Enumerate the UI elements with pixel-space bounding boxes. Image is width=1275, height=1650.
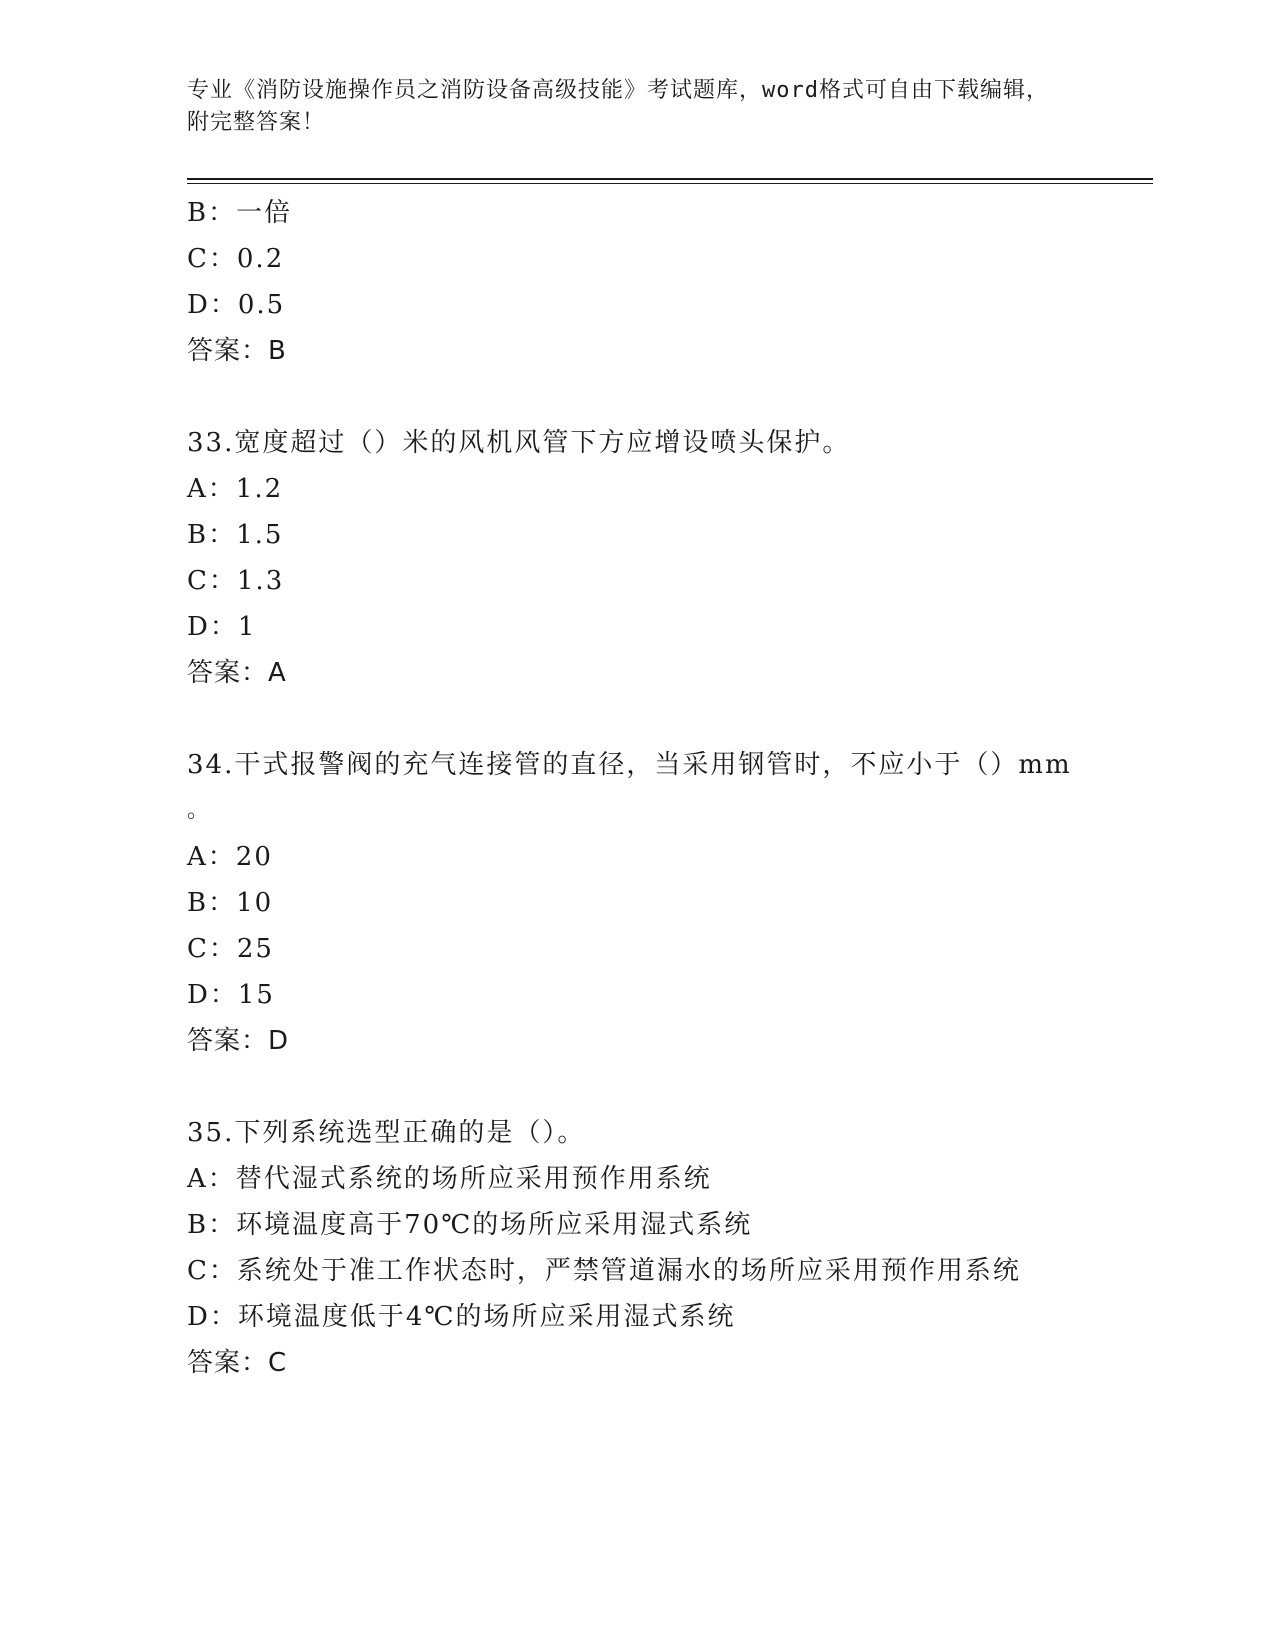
header-divider-thin: [187, 183, 1153, 184]
option-d: D：1: [187, 612, 257, 642]
answer-line: 答案：B: [187, 336, 287, 366]
spacer: [187, 1064, 1087, 1110]
question-stem: 35.下列系统选型正确的是（）。: [187, 1118, 586, 1148]
option-b: B：一倍: [187, 198, 293, 228]
spacer: [187, 696, 1087, 742]
option-d: D：环境温度低于4℃的场所应采用湿式系统: [187, 1302, 736, 1332]
question-34-block: [187, 742, 1087, 1064]
option-d: D：0.5: [187, 290, 286, 320]
header-divider-thick: [187, 178, 1153, 180]
answer-line: 答案：A: [187, 658, 287, 688]
answer-line: 答案：C: [187, 1348, 288, 1378]
question-33-block: [187, 420, 1087, 696]
question-32-block: [187, 190, 1087, 374]
option-d: D：15: [187, 980, 275, 1010]
question-35-block: [187, 1110, 1087, 1386]
option-b: B：1.5: [187, 520, 284, 550]
option-a: A：1.2: [187, 474, 284, 504]
option-a: A：替代湿式系统的场所应采用预作用系统: [187, 1164, 712, 1194]
answer-line: 答案：D: [187, 1026, 290, 1056]
option-c: C：系统处于准工作状态时，严禁管道漏水的场所应采用预作用系统: [187, 1256, 1021, 1286]
question-list: [187, 190, 1087, 1386]
question-stem: 34.干式报警阀的充气连接管的直径，当采用钢管时，不应小于（）mm: [187, 750, 1072, 780]
option-c: C：1.3: [187, 566, 285, 596]
spacer: [187, 374, 1087, 420]
question-stem: 33.宽度超过（）米的风机风管下方应增设喷头保护。: [187, 428, 851, 458]
question-stem-tail: 。: [187, 798, 210, 823]
option-c: C：0.2: [187, 244, 285, 274]
document-header: 专业《消防设施操作员之消防设备高级技能》考试题库，word格式可自由下载编辑，附完整答案！: [187, 78, 1049, 135]
option-a: A：20: [187, 842, 273, 872]
option-b: B：环境温度高于70℃的场所应采用湿式系统: [187, 1210, 753, 1240]
option-c: C：25: [187, 934, 274, 964]
option-b: B：10: [187, 888, 274, 918]
